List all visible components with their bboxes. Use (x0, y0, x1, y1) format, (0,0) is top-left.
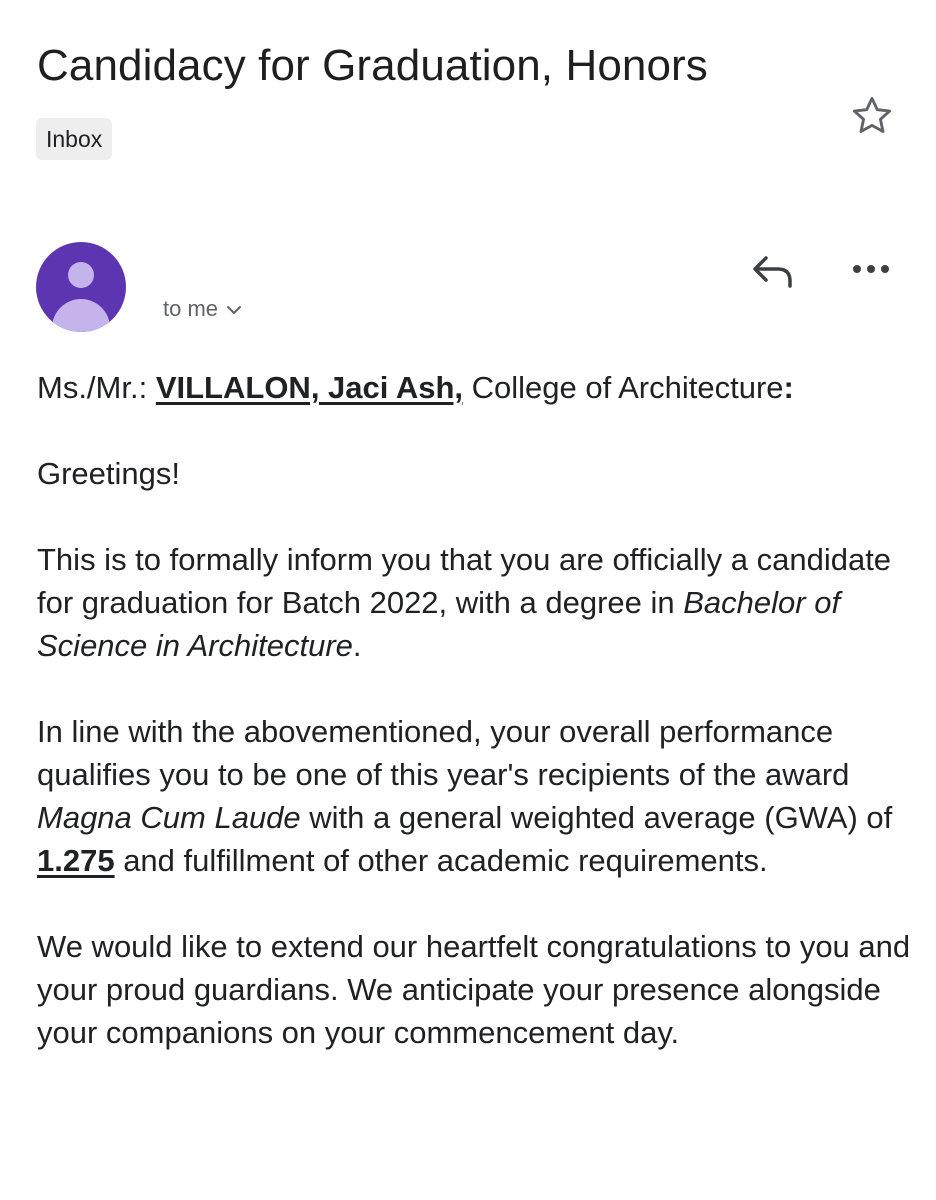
email-subject: Candidacy for Graduation, Honors (37, 41, 708, 90)
award-name: Magna Cum Laude (37, 800, 301, 835)
degree-name: Bachelor of Science in Architecture (37, 585, 841, 663)
chevron-down-icon (226, 305, 242, 315)
recipient-toggle[interactable] (163, 294, 242, 324)
salutation-line: Ms./Mr.: VILLALON, Jaci Ash, College of Architecture: (37, 370, 794, 405)
paragraph-honors: In line with the abovementioned, your overall performance qualifies you to be one of this year's recipients of the award Magna Cum Laude with a general weighted average (GWA) of 1.275 and fulfillment of other academic requirements. (37, 714, 893, 878)
sender-avatar[interactable] (36, 242, 126, 332)
email-body (37, 366, 917, 1054)
recipient-label: to me (163, 296, 219, 321)
paragraph-candidacy: This is to formally inform you that you are officially a candidate for graduation for Batch 2022, with a degree in Bachelor of Science in Architecture. (37, 542, 892, 663)
star-icon[interactable] (849, 93, 895, 139)
reply-icon[interactable] (748, 250, 798, 290)
paragraph-congratulations: We would like to extend our heartfelt congratulations to you and your proud guardians. We anticipate your presence alongside your companions on your commencement day. (37, 929, 911, 1050)
gwa-value: 1.275 (37, 843, 115, 878)
greeting: Greetings! (37, 456, 181, 491)
recipient-name: VILLALON, Jaci Ash, (155, 370, 464, 405)
inbox-label-chip[interactable]: Inbox (36, 118, 112, 160)
more-horizontal-icon[interactable] (848, 257, 894, 281)
sender-name[interactable] (163, 258, 223, 278)
person-avatar-icon (68, 262, 94, 288)
